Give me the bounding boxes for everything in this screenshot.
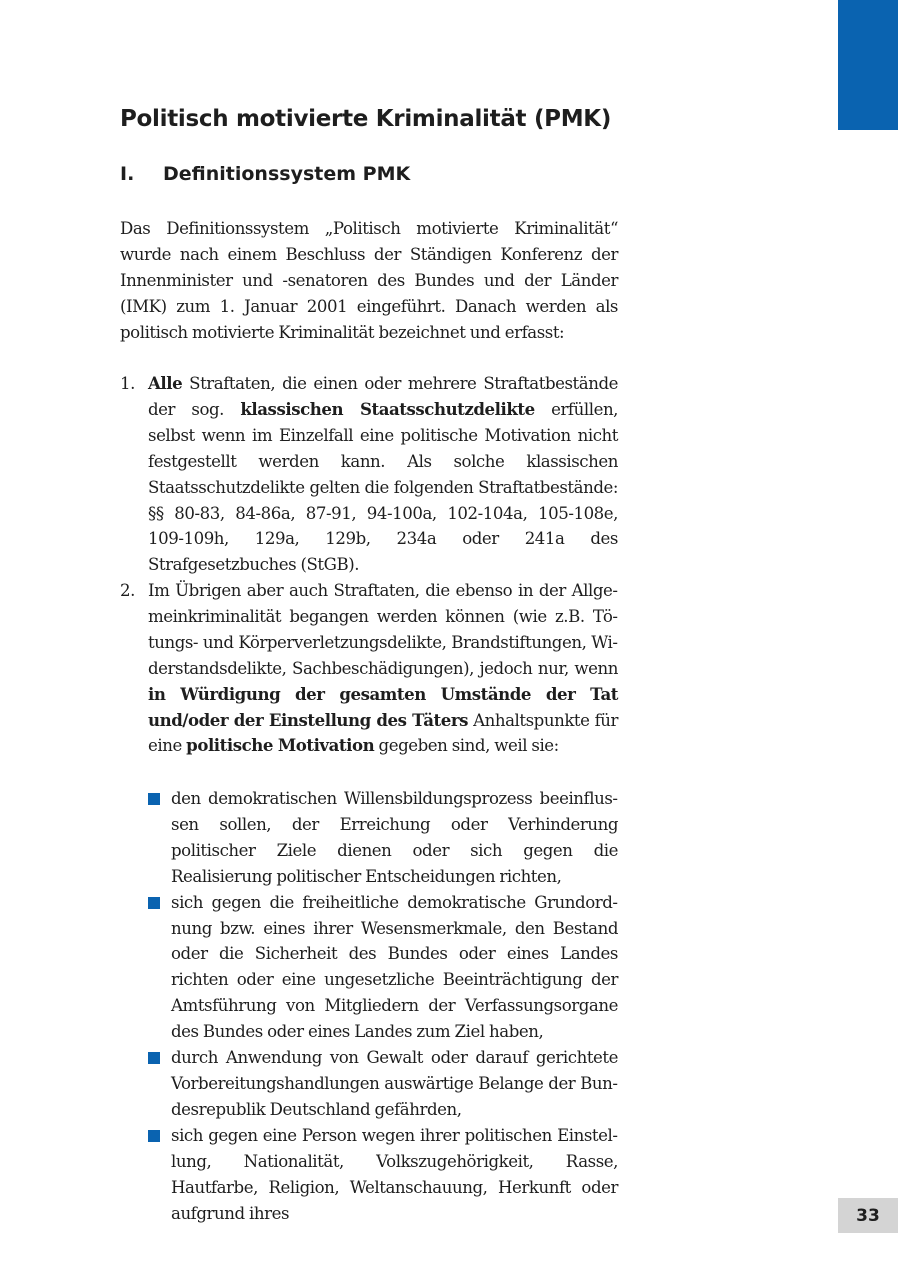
bullet-item	[148, 1123, 618, 1227]
bullet-text: den demokratischen Willensbildungsprozess beeinflussen sollen, der Erreichung oder Verhinderung politischer Ziele dienen oder sich gegen die Realisierung politischer Entscheidungen richten,	[171, 789, 618, 886]
text-run: Straftaten, die einen oder mehrere Straftatbestände der sog.	[148, 374, 618, 419]
bullet-item	[148, 890, 618, 1045]
bullet-list	[148, 786, 618, 1226]
square-bullet-icon	[148, 1130, 160, 1142]
section-heading	[120, 163, 410, 185]
list-item-1	[120, 371, 618, 578]
bullet-text: sich gegen die freiheitliche demokratische Grundordnung bzw. eines ihrer Wesensmerkmale, den Bestand oder die Sicherheit des Bundes oder eines Landes richten oder eine ungesetzliche Beeinträchtigung der Amtsführung von Mitgliedern der Verfassungsorgane des Bundes oder eines Landes zum Ziel haben,	[171, 892, 618, 1042]
intro-paragraph: Das Definitionssystem „Politisch motivierte Kriminalität“ wurde nach einem Beschluss der Ständigen Konferenz der Innenminister und -senatoren des Bundes und der Länder (IMK) zum 1. Januar 2001 eingeführt. Danach werden als politisch motivierte Kriminalität bezeichnet und erfasst:	[120, 219, 618, 342]
text-run: gegeben sind, weil sie:	[374, 736, 559, 756]
bold-phrase: in Würdigung der gesamten Umstände der Tat und/oder der Einstellung des Täters	[148, 683, 618, 730]
page-title: Politisch motivierte Kriminalität (PMK)	[120, 106, 612, 132]
list-item-text	[148, 578, 618, 759]
list-marker: 1.	[120, 374, 135, 393]
bullet-text: durch Anwendung von Gewalt oder darauf gerichtete Vorbereitungshandlungen auswärtige Belange der Bundesrepublik Deutschland gefährden,	[171, 1048, 618, 1119]
list-item-text	[148, 371, 618, 578]
list-marker: 2.	[120, 581, 135, 600]
bold-phrase: politische Motivation	[186, 735, 375, 756]
bold-phrase: Alle	[148, 373, 183, 393]
section-title: Definitionssystem PMK	[163, 163, 411, 185]
bullet-item	[148, 1045, 618, 1123]
bullet-item	[148, 786, 618, 890]
bold-phrase: klassischen Staatsschutzdelikte	[240, 398, 535, 419]
square-bullet-icon	[148, 1052, 160, 1064]
bullet-text: sich gegen eine Person wegen ihrer politischen Einstellung, Nationalität, Volkszugehörigkeit, Rasse, Hautfarbe, Religion, Weltanschauung, Herkunft oder aufgrund ihres	[171, 1125, 618, 1223]
square-bullet-icon	[148, 897, 160, 909]
corner-color-tab	[838, 0, 898, 130]
text-run: Im Übrigen aber auch Straftaten, die ebenso in der Allgemeinkriminalität begangen werden können (wie z.B. Tötungs- und Körperverletzungsdelikte, Brandstiftungen, Widerstandsdelikte, Sachbeschädigungen), jedoch nur, wenn	[148, 581, 618, 678]
list-item-2	[120, 578, 618, 759]
page-number: 33	[838, 1198, 898, 1233]
text-run: erfüllen, selbst wenn im Einzelfall eine politische Motivation nicht festgestellt werden kann. Als solche klassischen Staatsschutzdelikte gelten die folgenden Straftatbestände: §§ 80-83, 84-86a, 87-91, 94-100a, 102-104a, 105-108e, 109-109h, 129a, 129b, 234a oder 241a des Strafgesetzbuches (StGB).	[148, 399, 619, 575]
section-number: I.	[120, 163, 135, 185]
text-run: Anhaltspunkte für eine	[148, 710, 618, 756]
square-bullet-icon	[148, 793, 160, 805]
